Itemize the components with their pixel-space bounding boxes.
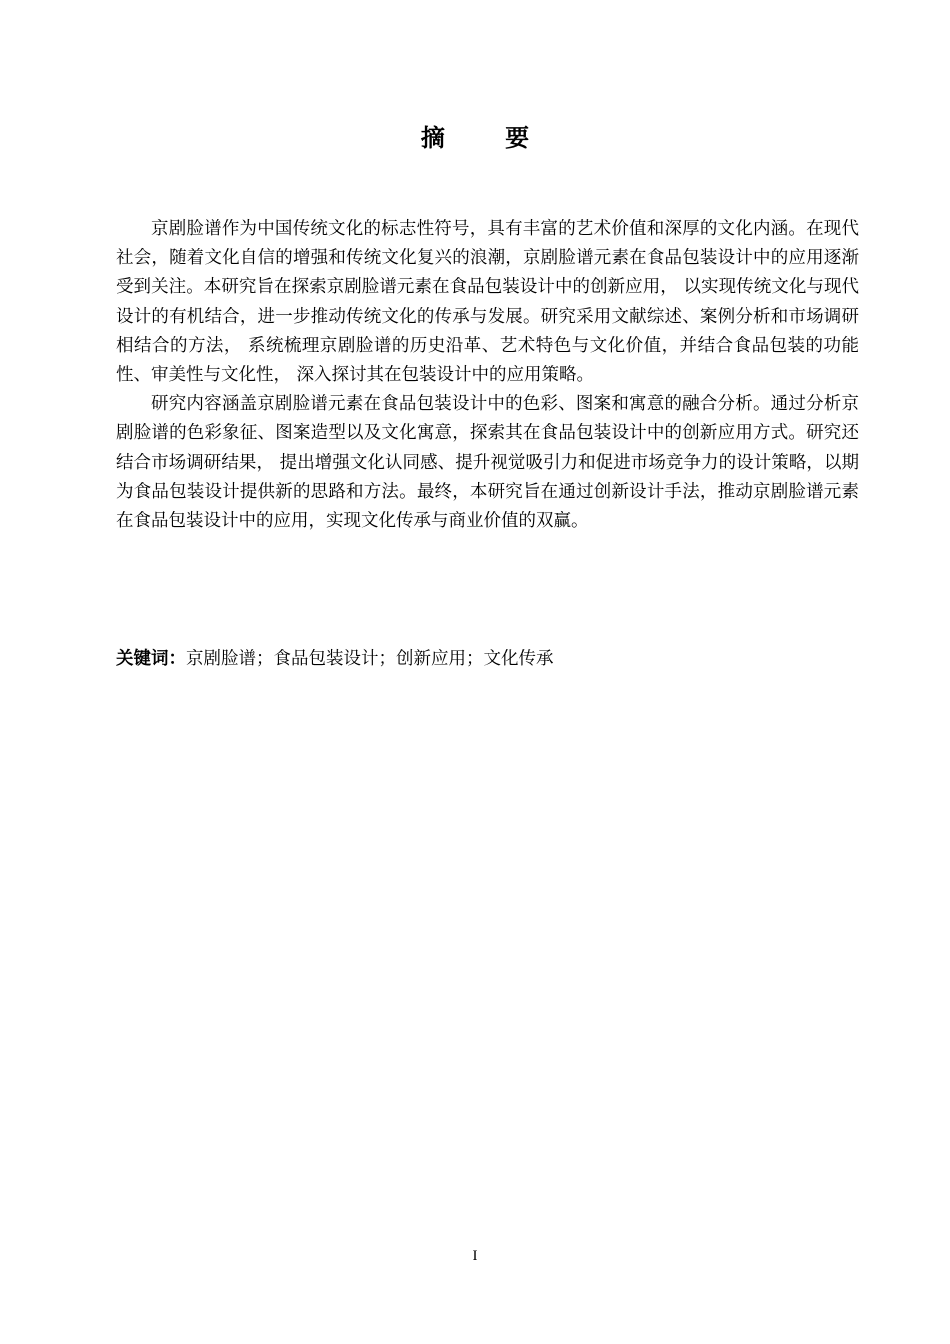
keywords-line (116, 645, 859, 674)
abstract-body (116, 215, 859, 536)
page-number: I (472, 1248, 478, 1264)
abstract-paragraph-1: 京剧脸谱作为中国传统文化的标志性符号，具有丰富的艺术价值和深厚的文化内涵。在现代社会，随着文化自信的增强和传统文化复兴的浪潮，京剧脸谱元素在食品包装设计中的应用逐渐受到关注。本研究旨在探索京剧脸谱元素在食品包装设计中的创新应用， 以实现传统文化与现代设计的有机结合，进一步推动传统文化的传承与发展。研究采用文献综述、案例分析和市场调研相结合的方法， 系统梳理京剧脸谱的历史沿革、艺术特色与文化价值，并结合食品包装的功能性、审美性与文化性， 深入探讨其在包装设计中的应用策略。 (116, 219, 859, 386)
abstract-paragraph-2: 研究内容涵盖京剧脸谱元素在食品包装设计中的色彩、图案和寓意的融合分析。通过分析京剧脸谱的色彩象征、图案造型以及文化寓意，探索其在食品包装设计中的创新应用方式。研究还结合市场调研结果， 提出增强文化认同感、提升视觉吸引力和促进市场竞争力的设计策略，以期为食品包装设计提供新的思路和方法。最终，本研究旨在通过创新设计手法，推动京剧脸谱元素在食品包装设计中的应用，实现文化传承与商业价值的双赢。 (116, 394, 859, 532)
keywords-label: 关键词： (116, 649, 186, 669)
page-title: 摘 要 (420, 124, 556, 152)
keywords-text: 京剧脸谱；食品包装设计；创新应用；文化传承 (186, 649, 554, 669)
